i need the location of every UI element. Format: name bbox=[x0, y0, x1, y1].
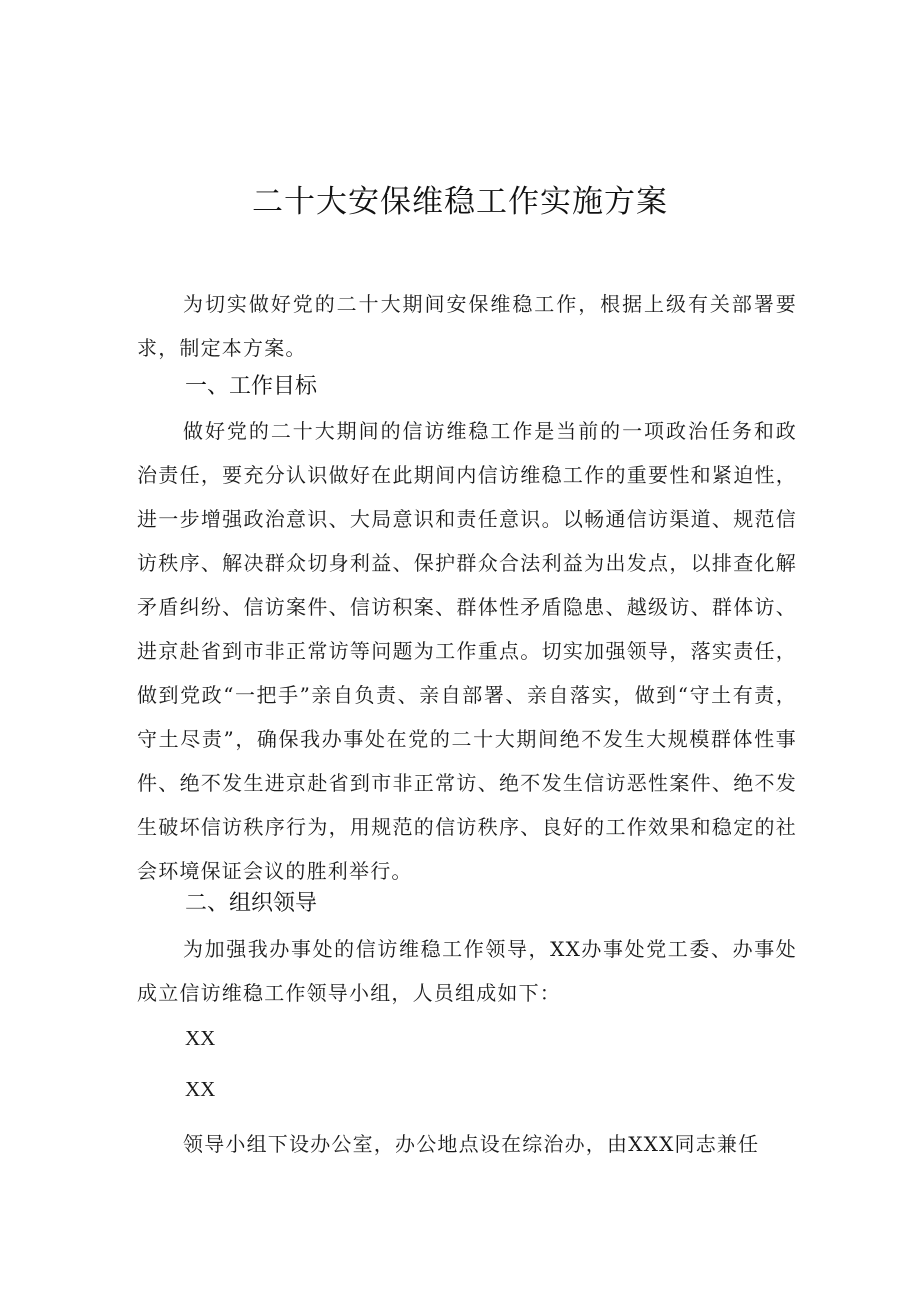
member-line-1: XX bbox=[185, 1026, 216, 1050]
section-1-heading: 一、工作目标 bbox=[185, 374, 318, 399]
intro-paragraph: 为切实做好党的二十大期间安保维稳工作，根据上级有关部署要求，制定本方案。 bbox=[137, 292, 797, 360]
document-title: 二十大安保维稳工作实施方案 bbox=[252, 184, 668, 220]
intro-block bbox=[137, 282, 797, 370]
section-1-paragraph: 做好党的二十大期间的信访维稳工作是当前的一项政治任务和政治责任，要充分认识做好在此期间内信访维稳工作的重要性和紧迫性，进一步增强政治意识、大局意识和责任意识。以畅通信访渠道、规范信访秩序、解决群众切身利益、保护群众合法利益为出发点，以排查化解矛盾纠纷、信访案件、信访积案、群体性矛盾隐患、越级访、群体访、进京赴省到市非正常访等问题为工作重点。切实加强领导，落实责任，做到党政“一把手”亲自负责、亲自部署、亲自落实，做到“守土有责，守土尽责”，确保我办事处在党的二十大期间绝不发生大规模群体性事件、绝不发生进京赴省到市非正常访、绝不发生信访恶性案件、绝不发生破坏信访秩序行为，用规范的信访秩序、良好的工作效果和稳定的社会环境保证会议的胜利举行。 bbox=[137, 419, 797, 883]
section-2-body bbox=[137, 927, 797, 1015]
office-paragraph: 领导小组下设办公室，办公地点设在综治办，由XXX同志兼任 bbox=[183, 1132, 760, 1156]
section-2-heading: 二、组织领导 bbox=[185, 891, 318, 916]
office-block bbox=[137, 1122, 797, 1166]
member-line-2: XX bbox=[185, 1077, 216, 1101]
section-1-body bbox=[137, 409, 797, 893]
section-2-paragraph: 为加强我办事处的信访维稳工作领导，XX办事处党工委、办事处成立信访维稳工作领导小组，人员组成如下： bbox=[137, 937, 797, 1005]
